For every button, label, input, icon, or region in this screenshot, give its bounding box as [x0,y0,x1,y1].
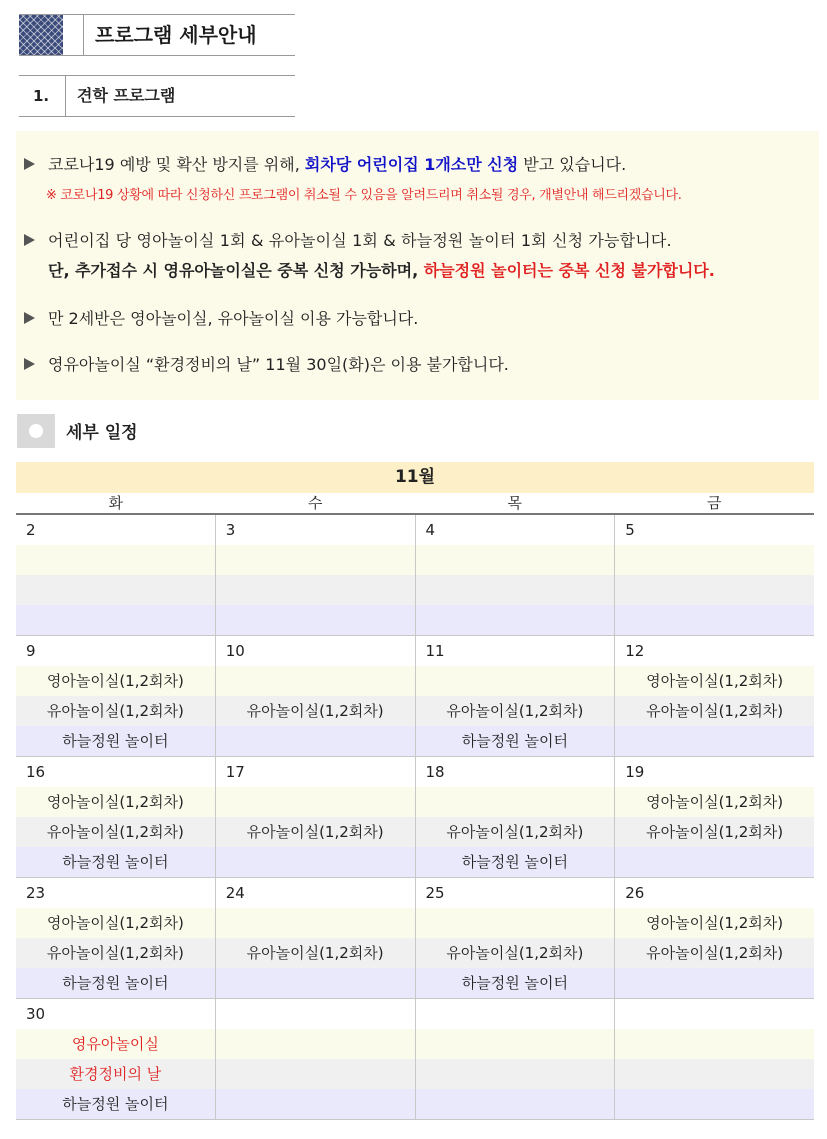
date-number: 25 [416,878,615,908]
infant-room-slot: 영아놀이실(1,2회차) [615,908,814,938]
notice-line-3: 만 2세반은 영아놀이실, 유아놀이실 이용 가능합니다. [48,309,419,328]
toddler-room-slot: 유아놀이실(1,2회차) [16,938,215,968]
toddler-room-slot: 유아놀이실(1,2회차) [615,696,814,726]
toddler-room-slot: 유아놀이실(1,2회차) [216,696,415,726]
sky-garden-slot: 하늘정원 놀이터 [16,726,215,756]
triangle-bullet-icon [24,234,35,246]
infant-room-slot: 영아놀이실(1,2회차) [16,787,215,817]
calendar-day-cell [615,878,814,999]
weekday-label: 목 [507,494,522,512]
date-number: 19 [615,757,814,787]
page-header [19,14,295,56]
toddler-room-slot [615,1059,814,1089]
notice-box [16,131,819,400]
infant-room-slot [16,545,215,575]
notice-line-2b [48,258,715,281]
infant-room-slot [416,908,615,938]
date-number: 10 [216,636,415,666]
schedule-title: 세부 일정 [66,423,138,443]
infant-room-slot: 영아놀이실(1,2회차) [615,666,814,696]
toddler-room-slot [416,575,615,605]
calendar-day-cell [416,757,616,878]
sky-garden-slot [615,605,814,635]
date-number: 30 [16,999,215,1029]
toddler-room-slot: 유아놀이실(1,2회차) [16,817,215,847]
sky-garden-slot: 하늘정원 놀이터 [16,968,215,998]
calendar-week [16,636,814,757]
toddler-room-slot [416,1059,615,1089]
section-title: 견학 프로그램 [77,86,176,105]
sky-garden-slot: 하늘정원 놀이터 [416,847,615,877]
toddler-room-slot: 유아놀이실(1,2회차) [216,817,415,847]
calendar-day-cell [615,999,814,1120]
notice-note: ※ 코로나19 상황에 따라 신청하신 프로그램이 취소될 수 있음을 알려드리며 취소될 경우, 개별안내 해드리겠습니다. [46,188,682,203]
section-number: 1. [33,87,50,105]
sky-garden-slot [216,726,415,756]
calendar-week [16,878,814,999]
infant-room-slot [416,666,615,696]
date-number [615,999,814,1029]
sky-garden-slot [216,1089,415,1119]
sky-garden-slot: 하늘정원 놀이터 [416,968,615,998]
weekday-label: 화 [108,494,123,512]
sky-garden-slot [615,968,814,998]
calendar-body [16,515,814,1120]
infant-room-slot [416,787,615,817]
toddler-room-slot [16,575,215,605]
infant-room-slot [216,908,415,938]
calendar-day-cell [615,636,814,757]
toddler-room-slot: 유아놀이실(1,2회차) [615,817,814,847]
calendar-day-cell [216,999,416,1120]
pattern-icon [19,15,63,55]
notice-highlight: 회차당 어린이집 1개소만 신청 [304,155,519,174]
calendar-day-cell [416,636,616,757]
toddler-room-slot: 유아놀이실(1,2회차) [615,938,814,968]
infant-room-slot: 영아놀이실(1,2회차) [615,787,814,817]
sky-garden-slot [216,968,415,998]
calendar-week [16,757,814,878]
section-header [19,75,295,117]
infant-room-slot [416,545,615,575]
date-number: 9 [16,636,215,666]
circle-icon [17,414,55,448]
date-number [416,999,615,1029]
infant-room-slot: 영아놀이실(1,2회차) [16,666,215,696]
toddler-room-slot: 유아놀이실(1,2회차) [416,938,615,968]
calendar-day-cell [416,878,616,999]
date-number: 17 [216,757,415,787]
toddler-room-slot [216,1059,415,1089]
date-number: 26 [615,878,814,908]
toddler-room-slot: 환경정비의 날 [16,1059,215,1089]
date-number: 12 [615,636,814,666]
sky-garden-slot [16,605,215,635]
calendar-day-cell [16,878,216,999]
weekday-label: 수 [308,494,323,512]
date-number: 4 [416,515,615,545]
date-number: 24 [216,878,415,908]
notice-warning: 하늘정원 놀이터는 중복 신청 불가합니다. [423,261,715,280]
infant-room-slot [216,787,415,817]
sky-garden-slot [416,1089,615,1119]
calendar-week [16,999,814,1120]
infant-room-slot [615,545,814,575]
infant-room-slot [216,545,415,575]
date-number: 3 [216,515,415,545]
notice-bold-text: 단, 추가접수 시 영유아놀이실은 중복 신청 가능하며, [48,261,424,280]
sky-garden-slot [615,1089,814,1119]
infant-room-slot: 영아놀이실(1,2회차) [16,908,215,938]
infant-room-slot [216,666,415,696]
date-number [216,999,415,1029]
triangle-bullet-icon [24,158,35,170]
calendar-day-cell [615,757,814,878]
calendar [16,462,814,1120]
calendar-day-cell [216,878,416,999]
sky-garden-slot [615,726,814,756]
sky-garden-slot [615,847,814,877]
notice-text: 받고 있습니다. [518,155,627,174]
sky-garden-slot [416,605,615,635]
infant-room-slot [216,1029,415,1059]
sky-garden-slot [216,605,415,635]
divider [65,76,66,116]
toddler-room-slot [615,575,814,605]
sky-garden-slot [216,847,415,877]
calendar-day-cell [216,636,416,757]
date-number: 16 [16,757,215,787]
calendar-month: 11월 [16,462,814,493]
calendar-day-cell [416,515,616,636]
calendar-day-cell [16,515,216,636]
date-number: 2 [16,515,215,545]
calendar-day-cell [16,757,216,878]
toddler-room-slot [216,575,415,605]
calendar-week [16,515,814,636]
calendar-day-cell [216,515,416,636]
date-number: 23 [16,878,215,908]
weekday-header [16,493,814,515]
sky-garden-slot: 하늘정원 놀이터 [416,726,615,756]
calendar-day-cell [216,757,416,878]
toddler-room-slot: 유아놀이실(1,2회차) [416,817,615,847]
date-number: 11 [416,636,615,666]
calendar-day-cell [416,999,616,1120]
infant-room-slot: 영유아놀이실 [16,1029,215,1059]
infant-room-slot [615,1029,814,1059]
notice-line-1 [48,152,626,175]
triangle-bullet-icon [24,312,35,324]
weekday-label: 금 [707,494,722,512]
infant-room-slot [416,1029,615,1059]
date-number: 18 [416,757,615,787]
page-title: 프로그램 세부안내 [95,23,257,47]
toddler-room-slot: 유아놀이실(1,2회차) [216,938,415,968]
notice-line-4: 영유아놀이실 “환경정비의 날” 11월 30일(화)은 이용 불가합니다. [48,355,509,374]
notice-text: 코로나19 예방 및 확산 방지를 위해, [48,155,305,174]
calendar-day-cell [615,515,814,636]
divider [83,15,84,55]
toddler-room-slot: 유아놀이실(1,2회차) [16,696,215,726]
toddler-room-slot: 유아놀이실(1,2회차) [416,696,615,726]
calendar-day-cell [16,636,216,757]
triangle-bullet-icon [24,358,35,370]
sky-garden-slot: 하늘정원 놀이터 [16,1089,215,1119]
sky-garden-slot: 하늘정원 놀이터 [16,847,215,877]
calendar-day-cell [16,999,216,1120]
date-number: 5 [615,515,814,545]
notice-line-2: 어린이집 당 영아놀이실 1회 & 유아놀이실 1회 & 하늘정원 놀이터 1회 신청 가능합니다. [48,231,672,250]
